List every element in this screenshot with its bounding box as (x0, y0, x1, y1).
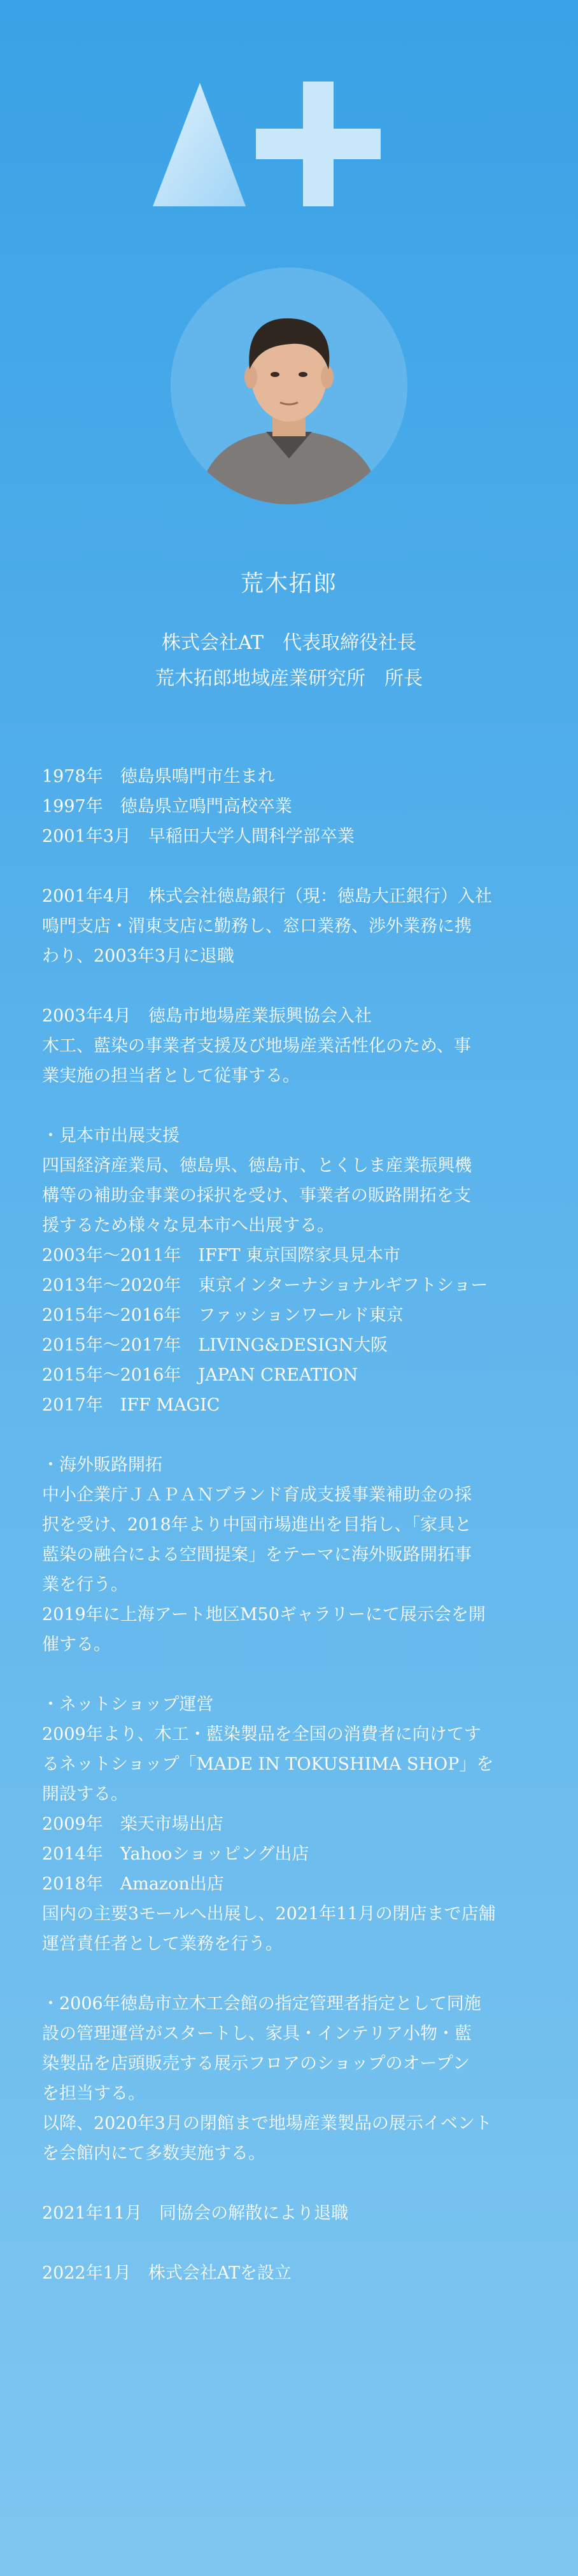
bio-line: 2022年1月 株式会社ATを設立 (42, 2263, 292, 2283)
bio-line: を担当する。 (42, 2084, 145, 2103)
bio-line: 構等の補助金事業の採択を受け、事業者の販路開拓を支 (42, 1186, 471, 1206)
spacer (42, 1091, 539, 1121)
bio-line: 2015年～2016年 JAPAN CREATION (42, 1365, 358, 1385)
bio-line: 2015年～2016年 ファッションワールド東京 (42, 1306, 404, 1325)
bio-line: 2009年より、木工・藍染製品を全国の消費者に向けてす (42, 1725, 481, 1744)
bio-line: 1997年 徳島県立鳴門高校卒業 (42, 797, 292, 816)
bio-line: 2003年4月 徳島市地場産業振興協会入社 (42, 1006, 372, 1026)
spacer (42, 851, 539, 881)
bio-line: 2001年3月 早稲田大学人間科学部卒業 (42, 827, 355, 846)
bio-line: ・海外販路開拓 (42, 1455, 162, 1475)
plus-vertical (303, 82, 334, 206)
bio-line: 1978年 徳島県鳴門市生まれ (42, 767, 275, 786)
bio-line: 2018年 Amazon出店 (42, 1874, 224, 1894)
spacer (42, 1660, 539, 1690)
bio-line: 国内の主要3モールへ出展し、2021年11月の閉店まで店舗 (42, 1904, 496, 1924)
avatar (171, 267, 407, 504)
bio-line: を会館内にて多数実施する。 (42, 2144, 265, 2163)
bio-line: ・ネットショップ運営 (42, 1695, 214, 1714)
bio-line: 2021年11月 同協会の解散により退職 (42, 2203, 349, 2223)
bio-line: わり、2003年3月に退職 (42, 946, 234, 966)
bio-line: 択を受け、2018年より中国市場進出を目指し、「家具と (42, 1515, 472, 1535)
bio-line: 鳴門支店・渭東支店に勤務し、窓口業務、渉外業務に携 (42, 916, 472, 936)
bio-line: 2014年 Yahooショッピング出店 (42, 1844, 309, 1864)
spacer (42, 1420, 539, 1450)
bio-line: 2009年 楽天市場出店 (42, 1814, 223, 1834)
bio-line: 2013年～2020年 東京インターナショナルギフトショー (42, 1276, 488, 1295)
bio-line: 催する。 (42, 1635, 111, 1654)
bio-line: 中小企業庁ＪＡＰＡＮブランド育成支援事業補助金の採 (42, 1485, 472, 1505)
bio-line: 藍染の融合による空間提案」をテーマに海外販路開拓事 (42, 1545, 472, 1565)
bio-line: 2017年 IFF MAGIC (42, 1395, 220, 1415)
spacer (42, 971, 539, 1001)
a-plus-logo (152, 82, 406, 209)
bio-line: 開設する。 (42, 1784, 128, 1804)
person-photo (171, 267, 407, 504)
bio-line: 運営責任者として業務を行う。 (42, 1934, 283, 1954)
bio-line: 設の管理運営がスタートし、家具・インテリア小物・藍 (42, 2024, 472, 2044)
biography (42, 762, 539, 2288)
bio-line: るネットショップ「MADE IN TOKUSHIMA SHOP」を (42, 1754, 494, 1774)
spacer (42, 1959, 539, 1989)
title-line: 株式会社AT 代表取締役社長 (161, 632, 417, 654)
bio-line: 2019年に上海アート地区M50ギャラリーにて展示会を開 (42, 1605, 486, 1625)
bio-line: 2015年～2017年 LIVING&DESIGN大阪 (42, 1335, 388, 1355)
spacer (42, 2168, 539, 2198)
bio-line: 木工、藍染の事業者支援及び地場産業活性化のため、事 (42, 1036, 471, 1056)
bio-line: 四国経済産業局、徳島県、徳島市、とくしま産業振興機 (42, 1156, 472, 1176)
bio-line: 業実施の担当者として従事する。 (42, 1066, 300, 1086)
bio-line: 染製品を店頭販売する展示フロアのショップのオープン (42, 2054, 470, 2074)
job-titles (0, 625, 578, 697)
title-line: 荒木拓郎地域産業研究所 所長 (155, 667, 423, 690)
triangle-shape (153, 83, 246, 206)
bio-line: 2003年～2011年 IFFT 東京国際家具見本市 (42, 1246, 401, 1265)
bio-line: 2001年4月 株式会社徳島銀行（現：徳島大正銀行）入社 (42, 886, 492, 906)
bio-line: ・2006年徳島市立木工会館の指定管理者指定として同施 (42, 1994, 481, 2014)
bio-line: 業を行う。 (42, 1575, 128, 1595)
bio-line: ・見本市出展支援 (42, 1126, 180, 1146)
person-name: 荒木拓郎 (240, 571, 337, 597)
bio-line: 援するため様々な見本市へ出展する。 (42, 1216, 334, 1235)
spacer (42, 2228, 539, 2258)
bio-line: 以降、2020年3月の閉館まで地場産業製品の展示イベント (42, 2114, 492, 2133)
